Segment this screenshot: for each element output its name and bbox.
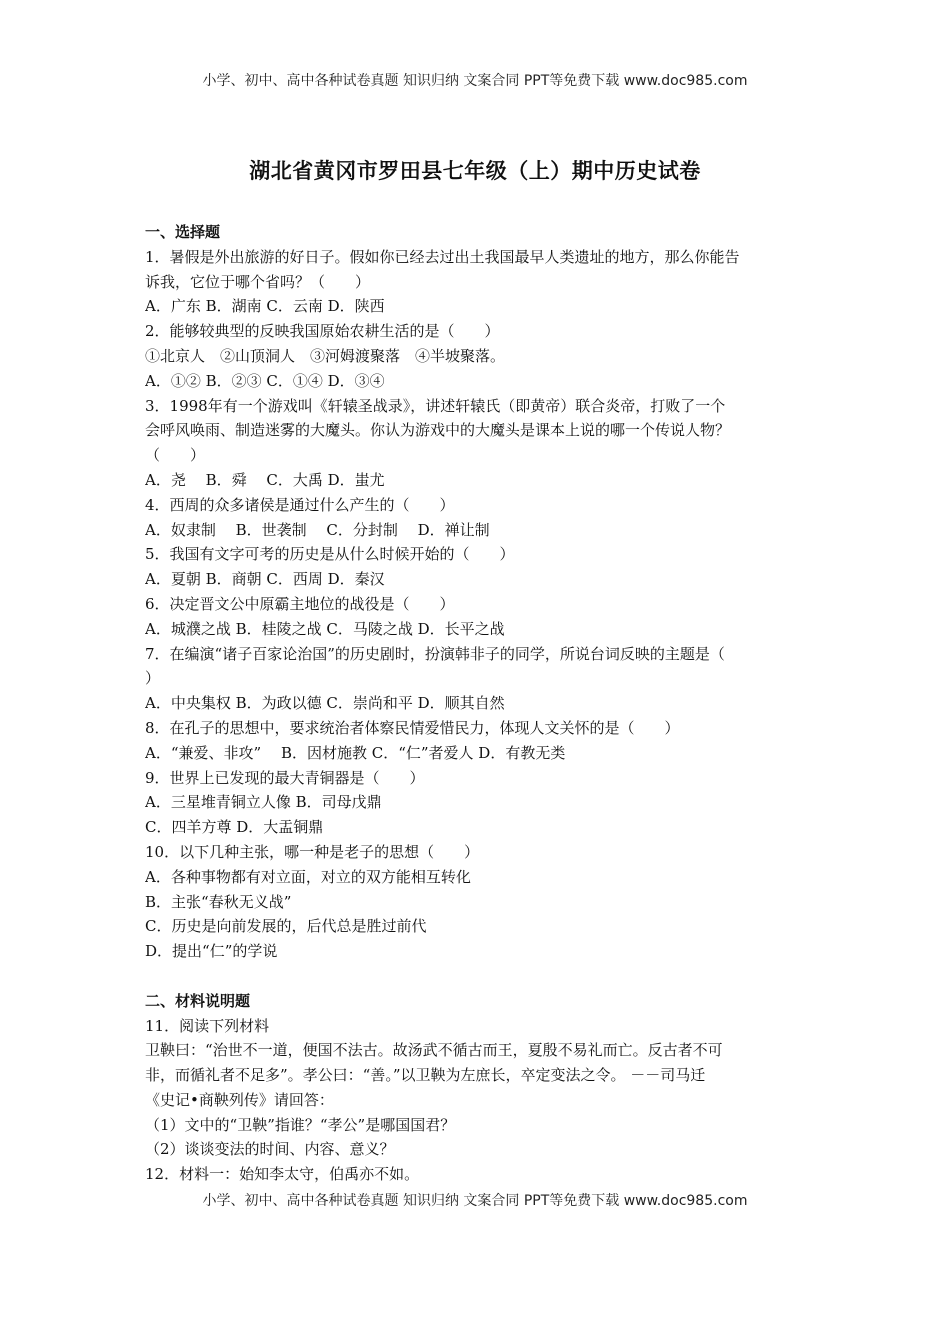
text-line: 9．世界上已发现的最大青铜器是（ ）: [145, 768, 425, 787]
text-line: ①北京人 ②山顶洞人 ③河姆渡聚落 ④半坡聚落。: [145, 346, 506, 365]
text-line: A．“兼爱、非攻” B．因材施教 C．“仁”者爱人 D．有教无类: [145, 743, 566, 762]
text-line: A．奴隶制 B．世袭制 C．分封制 D．禅让制: [145, 520, 490, 539]
text-line: 3．1998年有一个游戏叫《轩辕圣战录》，讲述轩辕氏（即黄帝）联合炎帝，打败了一个: [145, 396, 726, 415]
text-line: D．提出“仁”的学说: [145, 942, 278, 961]
document-body: [145, 220, 810, 1187]
text-line: A．中央集权 B．为政以德 C．崇尚和平 D．顺其自然: [145, 694, 505, 713]
text-line: A．①② B．②③ C．①④ D．③④: [145, 371, 385, 390]
text-line: ）: [145, 669, 161, 688]
text-line: A．城濮之战 B．桂陵之战 C．马陵之战 D．长平之战: [145, 619, 505, 638]
blank-line: [145, 964, 810, 989]
text-line: 8．在孔子的思想中，要求统治者体察民情爱惜民力，体现人文关怀的是（ ）: [145, 718, 680, 737]
text-line: A．各种事物都有对立面，对立的双方能相互转化: [145, 867, 471, 886]
text-line: 10．以下几种主张，哪一种是老子的思想（ ）: [145, 842, 480, 861]
text-line: 5．我国有文字可考的历史是从什么时候开始的（ ）: [145, 545, 515, 564]
text-line: 4．西周的众多诸侯是通过什么产生的（ ）: [145, 495, 455, 514]
text-line: A．夏朝 B．商朝 C．西周 D．秦汉: [145, 570, 385, 589]
page-footer: 小学、初中、高中各种试卷真题 知识归纳 文案合同 PPT等免费下载 www.doc985.com: [202, 1193, 748, 1209]
text-line: （2）谈谈变法的时间、内容、意义？: [145, 1140, 395, 1159]
text-line: 卫鞅曰：“治世不一道，便国不法古。故汤武不循古而王，夏殷不易礼而亡。反古者不可: [145, 1041, 723, 1060]
section-heading: 二、材料说明题: [145, 991, 251, 1010]
page-header: 小学、初中、高中各种试卷真题 知识归纳 文案合同 PPT等免费下载 www.doc985.com: [202, 73, 748, 89]
text-line: 1．暑假是外出旅游的好日子。假如你已经去过出土我国最早人类遗址的地方，那么你能告: [145, 247, 740, 266]
text-line: A．尧 B．舜 C．大禹 D．蚩尤: [145, 470, 385, 489]
text-line: C．历史是向前发展的，后代总是胜过前代: [145, 917, 427, 936]
text-line: A．三星堆青铜立人像 B．司母戊鼎: [145, 793, 382, 812]
text-line: 诉我，它位于哪个省吗？（ ）: [145, 272, 371, 291]
text-line: B．主张“春秋无义战”: [145, 892, 292, 911]
document-title: 湖北省黄冈市罗田县七年级（上）期中历史试卷: [249, 158, 701, 183]
text-line: 7．在编演“诸子百家论治国”的历史剧时，扮演韩非子的同学，所说台词反映的主题是（: [145, 644, 725, 663]
text-line: （1）文中的“卫鞅”指谁？“孝公”是哪国国君？: [145, 1115, 456, 1134]
section-heading: 一、选择题: [145, 223, 221, 241]
text-line: 非，而循礼者不足多”。孝公曰：“善。”以卫鞅为左庶长，卒定变法之令。 －－司马迁: [145, 1066, 706, 1085]
text-line: 2．能够较典型的反映我国原始农耕生活的是（ ）: [145, 322, 500, 341]
text-line: 6．决定晋文公中原霸主地位的战役是（ ）: [145, 594, 455, 613]
text-line: A．广东 B．湖南 C．云南 D．陕西: [145, 297, 385, 316]
text-line: 11．阅读下列材料: [145, 1016, 270, 1035]
text-line: 12．材料一：始知李太守，伯禹亦不如。: [145, 1165, 420, 1184]
text-line: （ ）: [145, 446, 206, 465]
text-line: 《史记•商鞅列传》请回答：: [145, 1090, 334, 1109]
text-line: 会呼风唤雨、制造迷雾的大魔头。你认为游戏中的大魔头是课本上说的哪一个传说人物？: [145, 421, 731, 440]
text-line: C．四羊方尊 D．大盂铜鼎: [145, 818, 324, 837]
